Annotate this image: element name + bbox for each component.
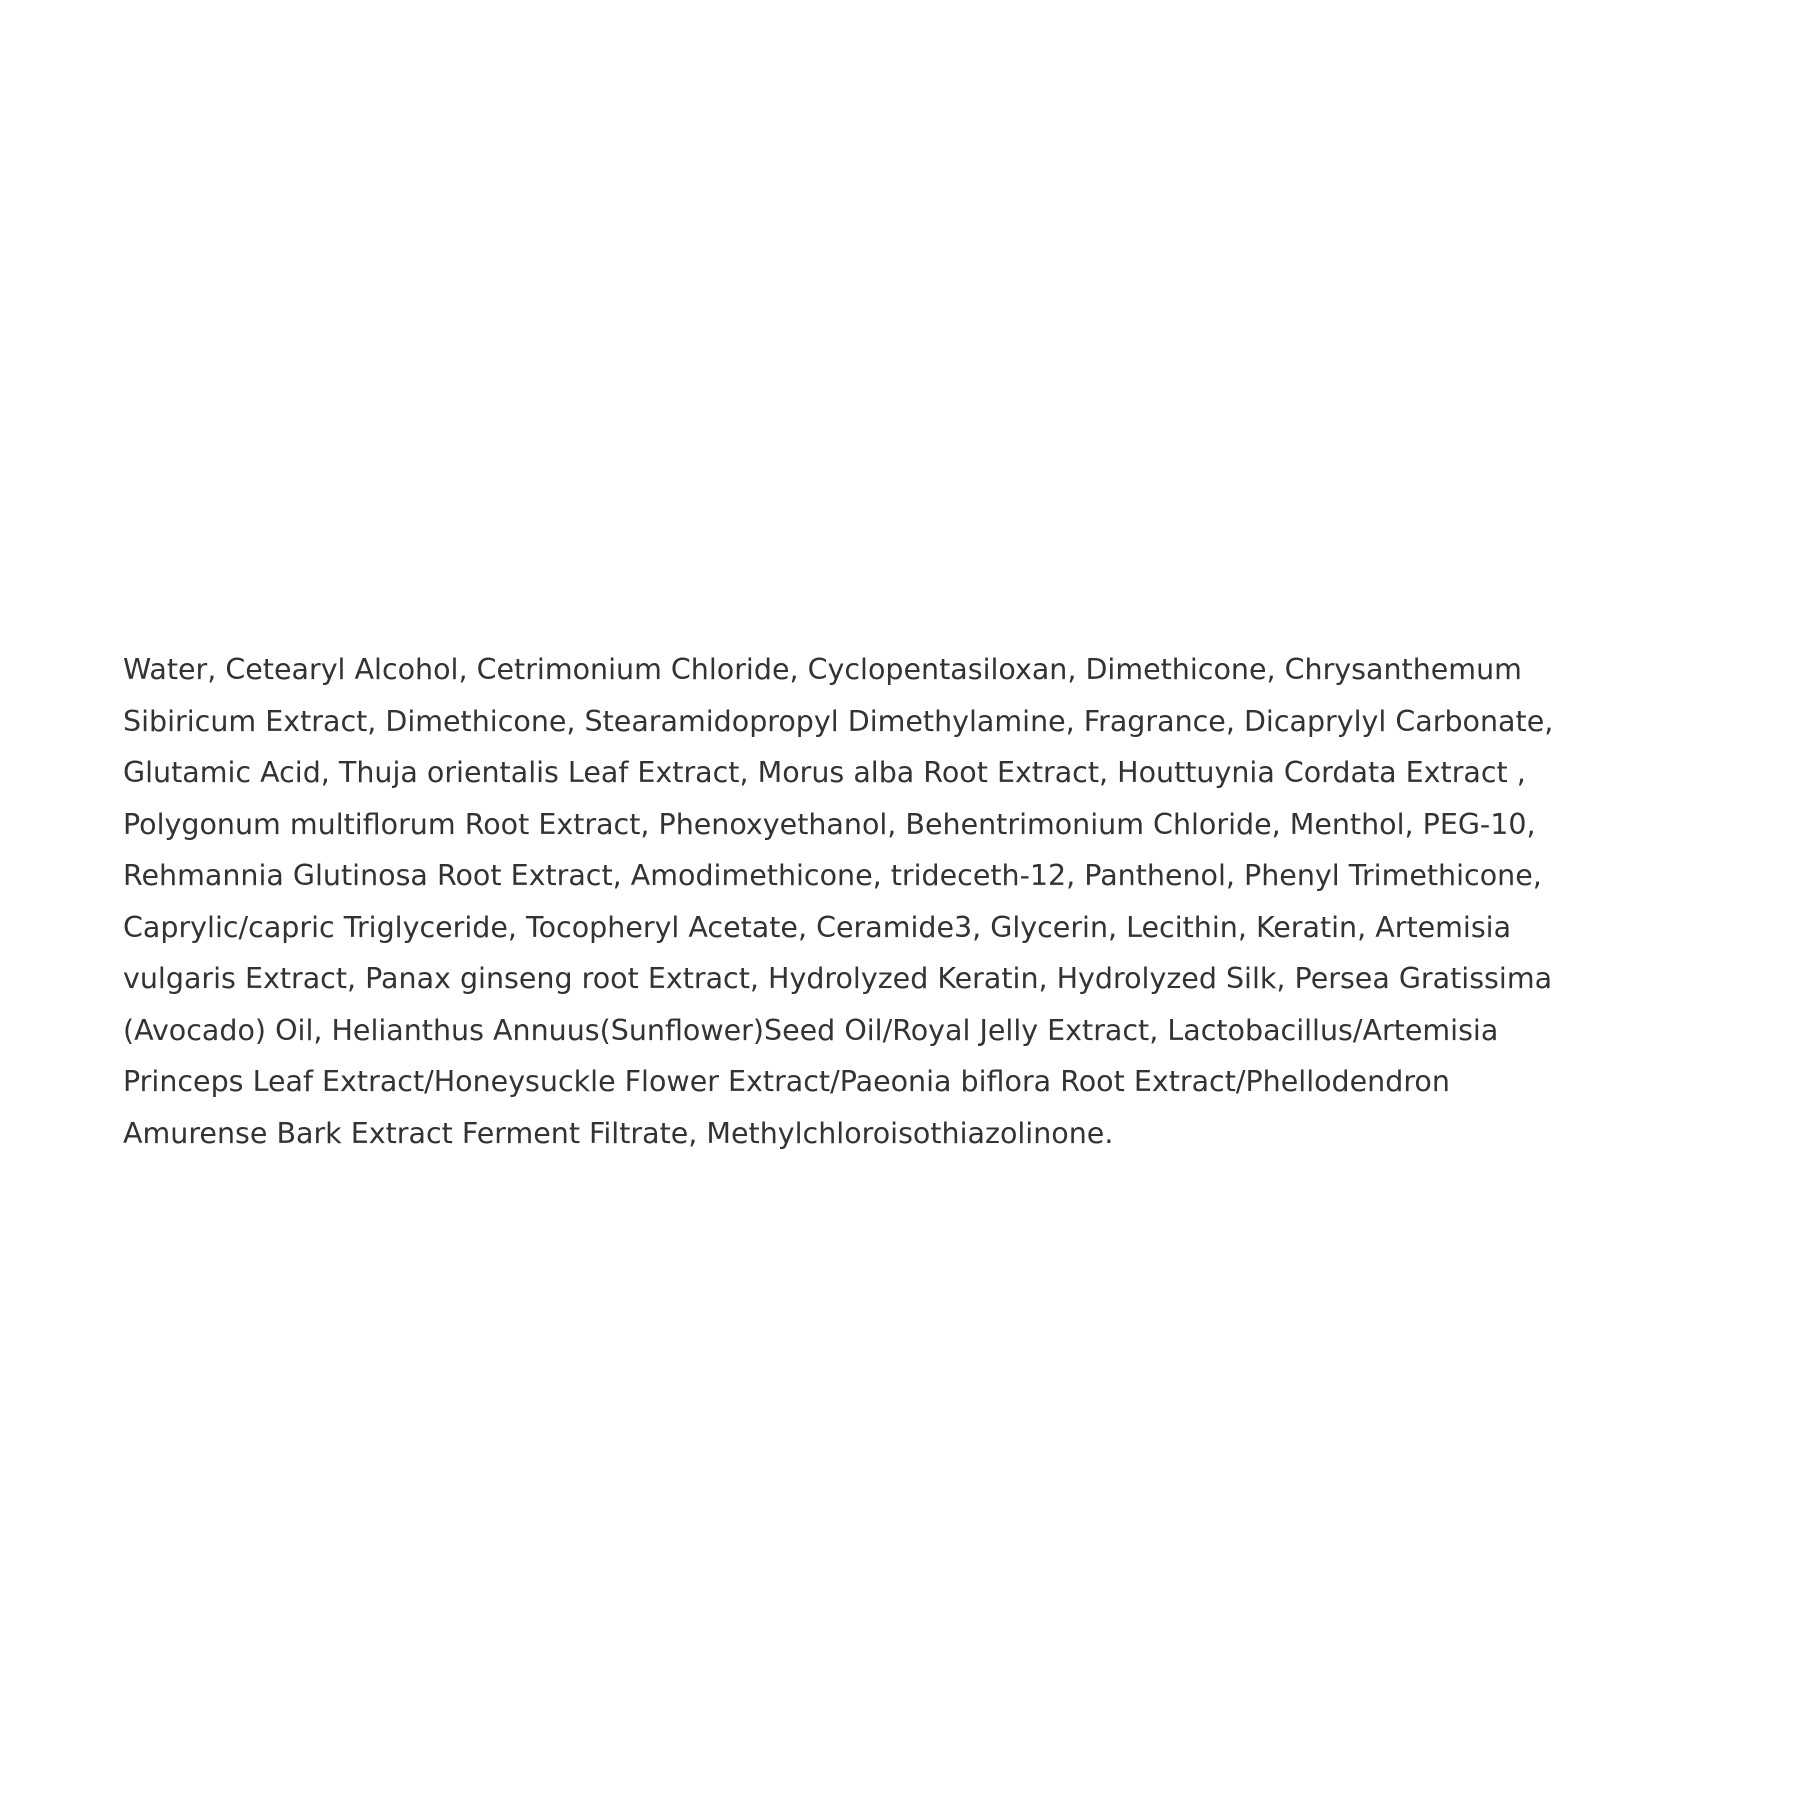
- ingredients-line: Caprylic/capric Triglyceride, Tocopheryl Acetate, Ceramide3, Glycerin, Lecithin, Keratin, Artemisia: [123, 910, 1512, 944]
- ingredients-line: (Avocado) Oil, Helianthus Annuus(Sunflower)Seed Oil/Royal Jelly Extract, Lactobacillus/Artemisia: [123, 1013, 1499, 1047]
- ingredients-line: Polygonum multiflorum Root Extract, Phenoxyethanol, Behentrimonium Chloride, Menthol, PEG-10,: [123, 807, 1536, 841]
- ingredients-line: Sibiricum Extract, Dimethicone, Stearamidopropyl Dimethylamine, Fragrance, Dicaprylyl Carbonate,: [123, 704, 1554, 738]
- ingredients-line: vulgaris Extract, Panax ginseng root Extract, Hydrolyzed Keratin, Hydrolyzed Silk, Persea Gratissima: [123, 962, 1553, 995]
- ingredients-line: Rehmannia Glutinosa Root Extract, Amodimethicone, trideceth-12, Panthenol, Phenyl Trimethicone,: [123, 859, 1542, 892]
- ingredients-line: Water, Cetearyl Alcohol, Cetrimonium Chloride, Cyclopentasiloxan, Dimethicone, Chrysanthemum: [123, 653, 1522, 686]
- ingredients-line: Amurense Bark Extract Ferment Filtrate, Methylchloroisothiazolinone.: [123, 1116, 1114, 1150]
- ingredients-list: [123, 644, 1703, 1159]
- ingredients-line: Glutamic Acid, Thuja orientalis Leaf Extract, Morus alba Root Extract, Houttuynia Cordata Extract ,: [123, 756, 1526, 789]
- ingredients-line: Princeps Leaf Extract/Honeysuckle Flower Extract/Paeonia biflora Root Extract/Phellodendron: [123, 1065, 1450, 1098]
